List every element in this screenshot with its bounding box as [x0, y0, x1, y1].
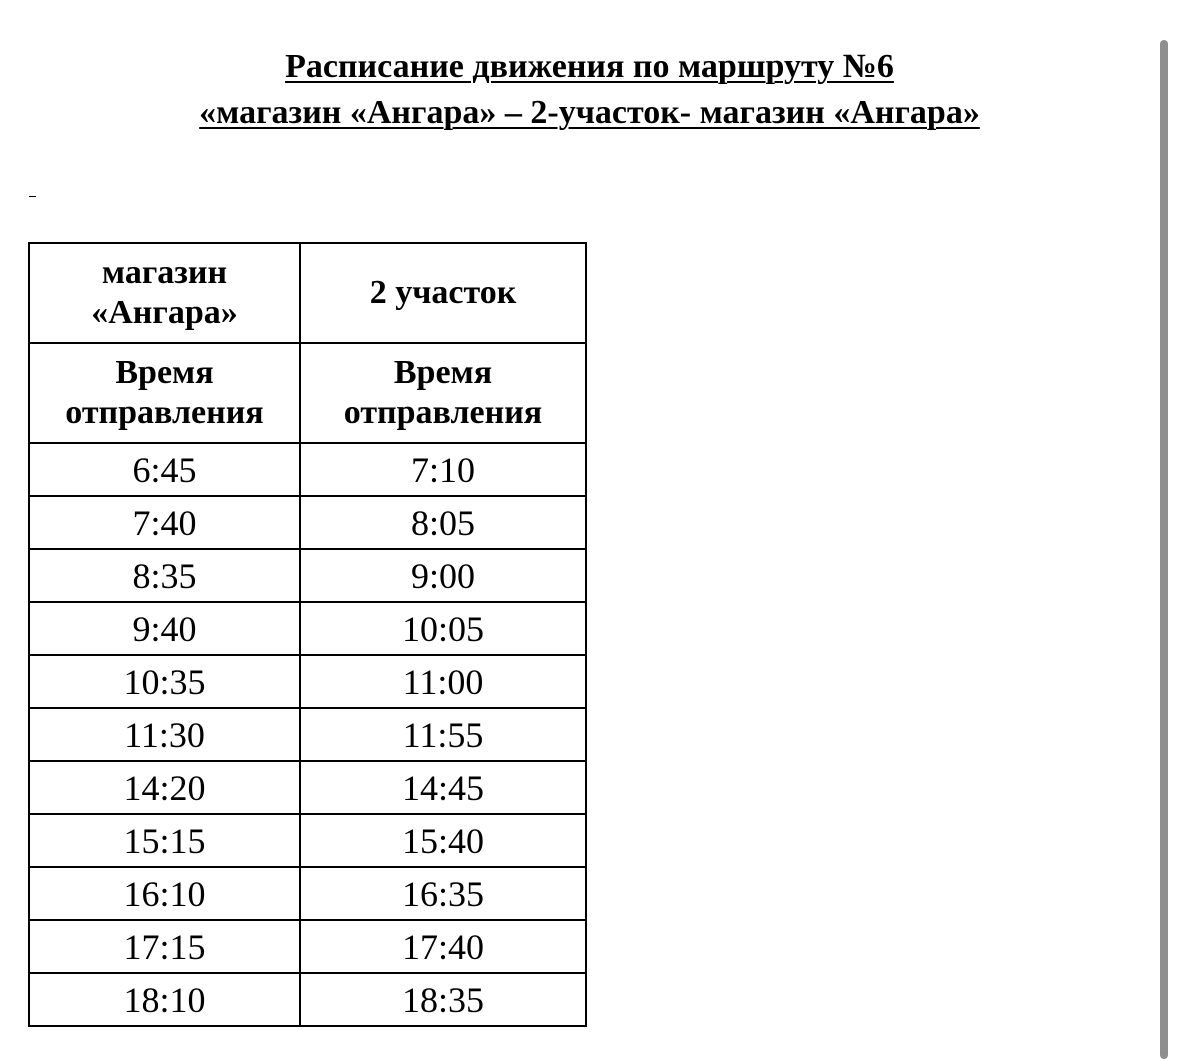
departure-time: 18:10 — [29, 973, 300, 1026]
departure-time: 18:35 — [300, 973, 586, 1026]
departure-time: 16:10 — [29, 867, 300, 920]
table-row — [29, 761, 586, 814]
stop-name-uchastok — [300, 243, 586, 343]
departure-time: 15:40 — [300, 814, 586, 867]
departure-time: 14:45 — [300, 761, 586, 814]
schedule-title: Расписание движения по маршруту №6 — [285, 48, 894, 85]
departure-time: 17:15 — [29, 920, 300, 973]
table-row — [29, 602, 586, 655]
departure-time: 16:35 — [300, 867, 586, 920]
vertical-scrollbar[interactable] — [1160, 40, 1168, 1059]
table-row — [29, 973, 586, 1026]
departure-time: 8:35 — [29, 549, 300, 602]
departure-time: 7:10 — [300, 443, 586, 496]
table-row — [29, 920, 586, 973]
header-line: Время — [393, 354, 493, 391]
stop-header-row — [29, 243, 586, 343]
column-header-row — [29, 343, 586, 443]
departure-time: 11:55 — [300, 708, 586, 761]
route-subtitle: «магазин «Ангара» – 2-участок- магазин «Ангара» — [199, 94, 980, 131]
departure-time: 14:20 — [29, 761, 300, 814]
header-line: Время — [115, 354, 214, 391]
departure-time: 6:45 — [29, 443, 300, 496]
departure-time: 8:05 — [300, 496, 586, 549]
stop-name-line: «Ангара» — [91, 294, 238, 331]
table-row — [29, 443, 586, 496]
departure-time: 7:40 — [29, 496, 300, 549]
departure-time: 15:15 — [29, 814, 300, 867]
stop-name-line: 2 участок — [369, 274, 517, 311]
departure-time: 11:00 — [300, 655, 586, 708]
departure-time-header — [300, 343, 586, 443]
departure-time: 17:40 — [300, 920, 586, 973]
departure-time: 11:30 — [29, 708, 300, 761]
dash-mark — [29, 196, 36, 197]
header-line: отправления — [343, 394, 543, 431]
departure-time: 9:40 — [29, 602, 300, 655]
departure-time: 9:00 — [300, 549, 586, 602]
header-line: отправления — [65, 394, 264, 431]
table-row — [29, 549, 586, 602]
table-row — [29, 867, 586, 920]
table-row — [29, 814, 586, 867]
table-row — [29, 708, 586, 761]
departure-time-header — [29, 343, 300, 443]
schedule-table — [28, 242, 587, 1027]
table-row — [29, 496, 586, 549]
stop-name-line: магазин — [101, 254, 228, 291]
departure-time: 10:35 — [29, 655, 300, 708]
table-row — [29, 655, 586, 708]
stop-name-angara — [29, 243, 300, 343]
departure-time: 10:05 — [300, 602, 586, 655]
